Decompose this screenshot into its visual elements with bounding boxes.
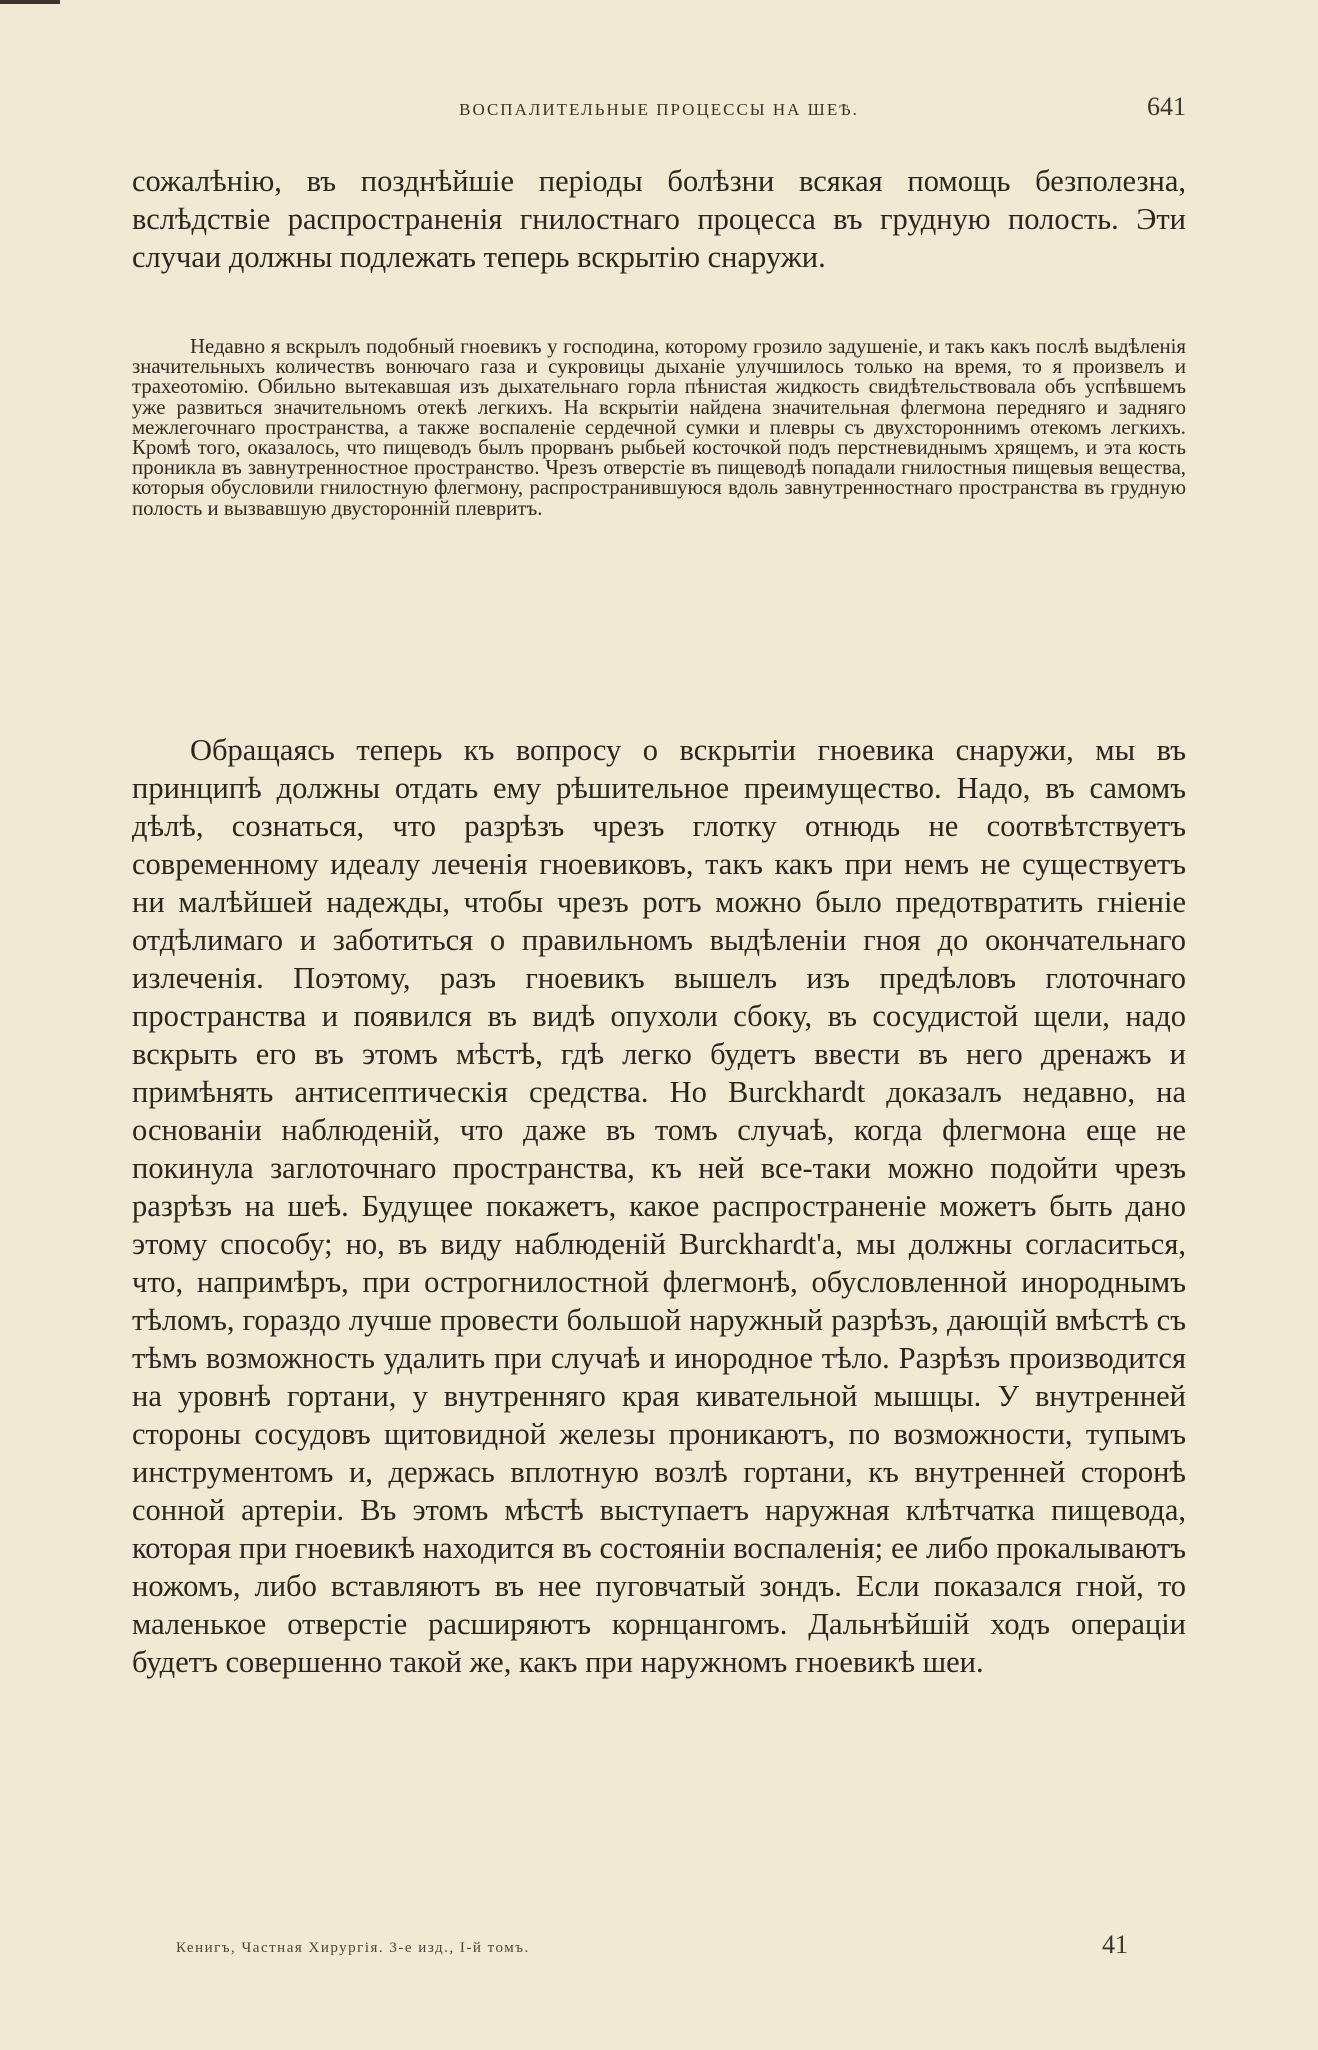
scan-corner-mark [0,0,60,4]
sheet-number: 41 [1102,1930,1128,1959]
paragraph-external-incision: Обращаясь теперь къ вопросу о вскрытіи гноевика снаружи, мы въ принципѣ должны отдать ему рѣшительное преимущество. Надо, въ самомъ дѣлѣ, сознаться, что разрѣзъ чрезъ глотку отнюдь не соотвѣтствуетъ современному идеалу леченія гноевиковъ, такъ какъ при немъ не существуетъ ни малѣйшей надежды, чтобы чрезъ ротъ можно было предотвратить гніеніе отдѣлимаго и заботиться о правильномъ выдѣленіи гноя до окончательнаго излеченія. Поэтому, разъ гноевикъ вышелъ изъ предѣловъ глоточнаго пространства и появился въ видѣ опухоли сбоку, въ сосудистой щели, надо вскрыть его въ этомъ мѣстѣ, гдѣ легко будетъ ввести въ него дренажъ и примѣнять антисептическія средства. Но Burckhardt доказалъ недавно, на основаніи наблюденій, что даже въ томъ случаѣ, когда флегмона еще не покинула заглоточнаго пространства, къ ней все-таки можно подойти чрезъ разрѣзъ на шеѣ. Будущее покажетъ, какое распространеніе можетъ быть дано этому способу; но, въ виду наблюденій Burckhardt'а, мы должны согласиться, что, напримѣръ, при острогнилостной флегмонѣ, обусловленной инороднымъ тѣломъ, гораздо лучше провести большой наружный разрѣзъ, дающій вмѣстѣ съ тѣмъ возможность удалить при случаѣ и инородное тѣло. Разрѣзъ производится на уровнѣ гортани, у внутренняго края кивательной мышцы. У внутренней стороны сосудовъ щитовидной железы проникаютъ, по возможности, тупымъ инструментомъ и, держась вплотную возлѣ гортани, къ внутренней сторонѣ сонной артеріи. Въ этомъ мѣстѣ выступаетъ наружная клѣтчатка пищевода, которая при гноевикѣ находится въ состояніи воспаленія; ее либо прокалываютъ ножомъ, либо вставляютъ въ нее пуговчатый зондъ. Если показался гной, то маленькое отверстіе расширяютъ корнцангомъ. Дальнѣйшій ходъ операціи будетъ совершенно такой же, какъ при наружномъ гноевикѣ шеи. [132,733,1186,1679]
page-number: 641 [1147,92,1186,121]
page-footer [132,1930,1186,1970]
page-header [132,92,1186,132]
paragraph-case-report: Недавно я вскрылъ подобный гноевикъ у господина, которому грозило задушеніе, и такъ какъ послѣ выдѣленія значительныхъ количествъ вонючаго газа и сукровицы дыханіе улучшилось только на время, то я произвелъ и трахеотомію. Обильно вытекавшая изъ дыхательнаго горла пѣнистая жидкость свидѣтельствовала объ успѣвшемъ уже развиться значительномъ отекѣ легкихъ. На вскрытіи найдена значительная флегмона передняго и задняго межлегочнаго пространства, а также воспаленіе сердечной сумки и плевры съ двухстороннимъ отекомъ легкихъ. Кромѣ того, оказалось, что пищеводъ былъ прорванъ рыбьей косточкой подъ перстневиднымъ хрящемъ, и эта кость проникла въ завнутренностное пространство. Чрезъ отверстіе въ пищеводѣ попадали гнилостныя пищевыя вещества, которыя обусловили гнилостную флегмону, распространившуюся вдоль завнутренностнаго пространства въ грудную полость и вызвавшую двусторонній плевритъ. [132,335,1186,520]
running-title: ВОСПАЛИТЕЛЬНЫЕ ПРОЦЕССЫ НА ШЕѢ. [459,100,859,119]
paragraph-continuation: сожалѣнію, въ позднѣйшіе періоды болѣзни всякая помощь безполезна, вслѣдствіе распространенія гнилостнаго процесса въ грудную полость. Эти случаи должны подлежать теперь вскрытію снаружи. [132,164,1186,274]
printer-signature: Кенигъ, Частная Хирургія. 3-е изд., I-й томъ. [176,1940,530,1956]
